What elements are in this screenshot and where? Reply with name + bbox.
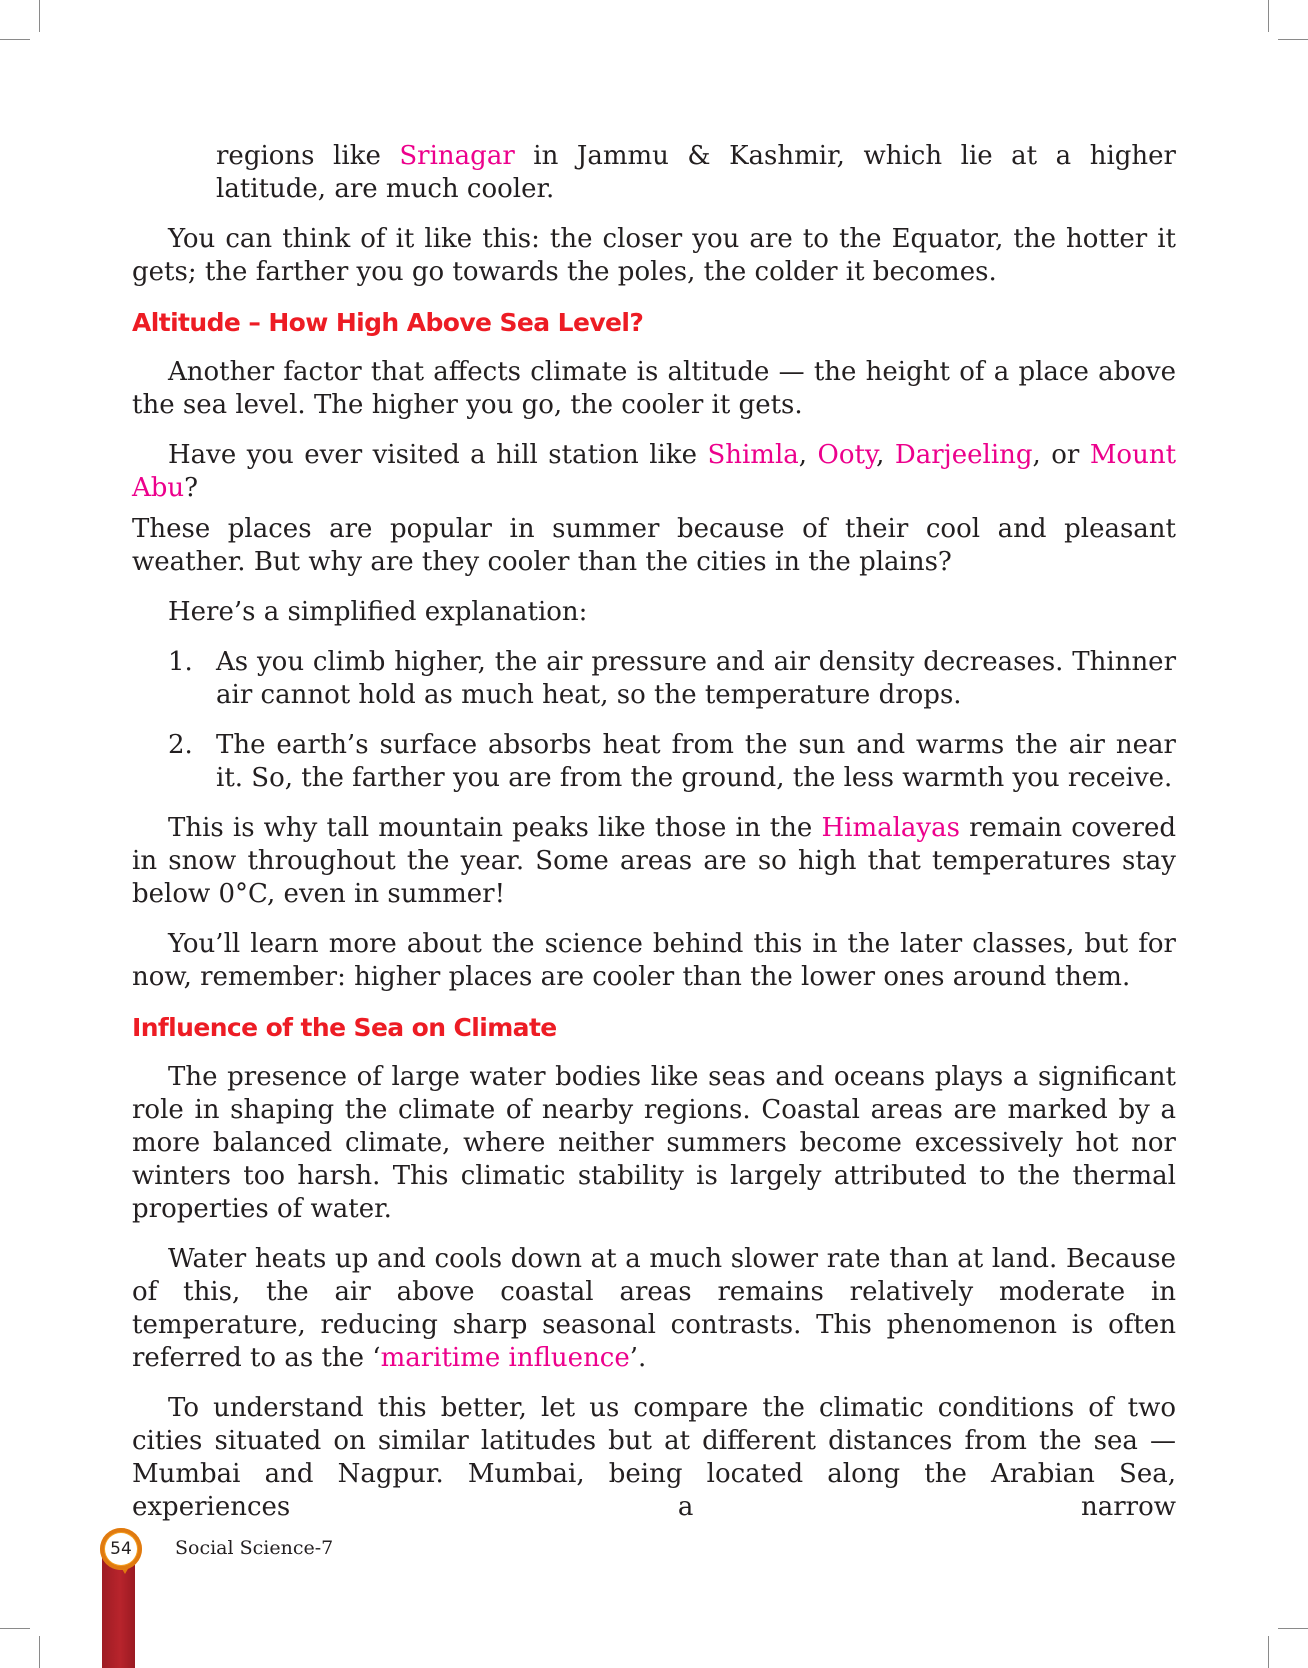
crop-mark [39, 1636, 40, 1668]
paragraph: regions like Srinagar in Jammu & Kashmir, which lie at a higher latitude, are much cooler. [216, 141, 1176, 204]
highlight-term-srinagar: Srinagar [399, 141, 515, 171]
paragraph: Here’s a simplified explanation: [168, 597, 588, 627]
crop-mark [1278, 39, 1308, 40]
highlight-term-darjeeling: Darjeeling [894, 440, 1033, 470]
paragraph: You can think of it like this: the closer you are to the Equator, the hotter it gets; the farther you go towards the poles, the colder it becomes. [132, 224, 1176, 287]
list-item: 1. As you climb higher, the air pressure and air density decreases. Thinner air cannot hold as much heat, so the temperature drops. [168, 647, 1176, 710]
highlight-term-ooty: Ooty [817, 440, 877, 470]
crop-mark [1278, 1628, 1308, 1629]
paragraph: These places are popular in summer because of their cool and pleasant weather. But why are they cooler than the cities in the plains? [132, 514, 1176, 577]
page-number: 54 [105, 1533, 137, 1565]
section-heading-sea-influence: Influence of the Sea on Climate [132, 1013, 557, 1042]
paragraph: You’ll learn more about the science behind this in the later classes, but for now, remember: higher places are cooler than the lower ones around them. [132, 929, 1176, 992]
crop-mark [1268, 0, 1269, 32]
highlight-term-himalayas: Himalayas [821, 813, 960, 843]
crop-mark [39, 0, 40, 32]
book-title: Social Science-7 [175, 1537, 334, 1559]
paragraph: Have you ever visited a hill station like Shimla, Ooty, Darjeeling, or Mount Abu? [132, 440, 1177, 503]
crop-mark [1268, 1636, 1269, 1668]
crop-mark [0, 1628, 30, 1629]
list-item: 2. The earth’s surface absorbs heat from the sun and warms the air near it. So, the farther you are from the ground, the less warmth you receive. [168, 730, 1176, 793]
paragraph: Water heats up and cools down at a much slower rate than at land. Because of this, the air above coastal areas remains relatively moderate in temperature, reducing sharp seasonal contrasts. This phenomenon is often referred to as the ‘maritime influence’. [132, 1244, 1176, 1373]
list-number: 2. [168, 730, 193, 760]
highlight-term-mount-abu: Mount Abu [132, 440, 1177, 503]
highlight-term-maritime-influence: maritime influence [380, 1343, 630, 1373]
list-number: 1. [168, 647, 193, 677]
paragraph: The presence of large water bodies like seas and oceans plays a significant role in shaping the climate of nearby regions. Coastal areas are marked by a more balanced climate, where neither summers become excessively hot nor winters too harsh. This climatic stability is largely attributed to the thermal properties of water. [132, 1062, 1176, 1224]
page-body [132, 140, 1176, 1541]
paragraph: To understand this better, let us compare the climatic conditions of two cities situated on similar latitudes but at different distances from the sea — Mumbai and Nagpur. Mumbai, being located along the Arabian Sea, experiences a narrow [132, 1393, 1176, 1522]
paragraph: This is why tall mountain peaks like those in the Himalayas remain covered in snow throughout the year. Some areas are so high that temperatures stay below 0°C, even in summer! [132, 813, 1177, 909]
section-heading-altitude: Altitude – How High Above Sea Level? [132, 308, 644, 337]
numbered-list [132, 646, 1176, 795]
highlight-term-shimla: Shimla [707, 440, 799, 470]
paragraph: Another factor that affects climate is altitude — the height of a place above the sea level. The higher you go, the cooler it gets. [132, 357, 1176, 420]
crop-mark [0, 39, 30, 40]
